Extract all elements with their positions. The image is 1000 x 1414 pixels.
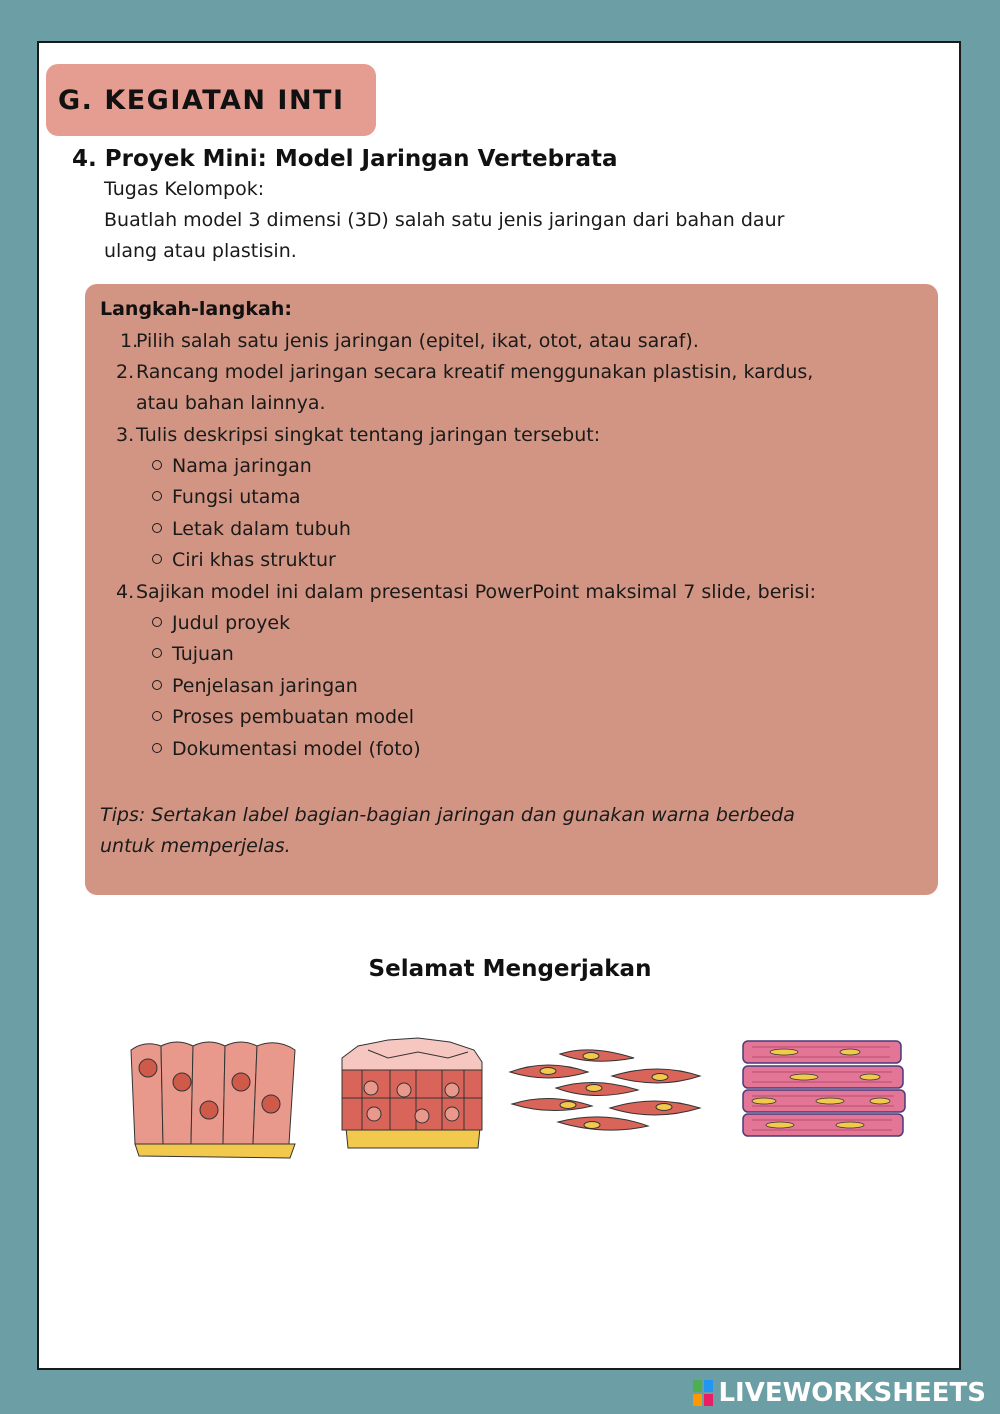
liveworksheets-logo-icon: [692, 1379, 714, 1407]
sub-item: Judul proyek: [152, 612, 290, 634]
sub-item: Letak dalam tubuh: [152, 518, 351, 540]
sub-item: Nama jaringan: [152, 455, 312, 477]
task-line-2: ulang atau plastisin.: [104, 240, 297, 262]
smooth-muscle-icon: [508, 1044, 703, 1140]
project-title: 4. Proyek Mini: Model Jaringan Vertebrata: [72, 146, 618, 172]
sub-item: Penjelasan jaringan: [152, 675, 358, 697]
task-line-1: Buatlah model 3 dimensi (3D) salah satu jenis jaringan dari bahan daur: [104, 209, 785, 231]
columnar-epithelium-icon: [125, 1040, 300, 1160]
sub-item: Ciri khas struktur: [152, 549, 336, 571]
circle-bullet-icon: [152, 743, 162, 753]
sub-item: Proses pembuatan model: [152, 706, 414, 728]
circle-bullet-icon: [152, 617, 162, 627]
step-number: 2.: [116, 361, 135, 383]
section-label: G. KEGIATAN INTI: [58, 84, 345, 116]
step-text: Rancang model jaringan secara kreatif menggunakan plastisin, kardus,: [136, 361, 814, 383]
step-text: Pilih salah satu jenis jaringan (epitel, ikat, otot, atau saraf).: [136, 330, 699, 352]
step-number: 4.: [116, 581, 135, 603]
cardiac-muscle-icon: [740, 1038, 910, 1140]
liveworksheets-watermark: [692, 1378, 986, 1408]
circle-bullet-icon: [152, 680, 162, 690]
watermark-text: LIVEWORKSHEETS: [718, 1378, 986, 1408]
circle-bullet-icon: [152, 648, 162, 658]
circle-bullet-icon: [152, 491, 162, 501]
tips-text: [100, 800, 920, 862]
circle-bullet-icon: [152, 460, 162, 470]
sub-item: Dokumentasi model (foto): [152, 738, 421, 760]
task-label: Tugas Kelompok:: [104, 178, 265, 200]
step-text-cont: atau bahan lainnya.: [136, 392, 326, 414]
step-number: 3.: [116, 424, 135, 446]
circle-bullet-icon: [152, 523, 162, 533]
step-text: Tulis deskripsi singkat tentang jaringan tersebut:: [136, 424, 601, 446]
circle-bullet-icon: [152, 711, 162, 721]
tips-line-1: Tips: Sertakan label bagian-bagian jaringan dan gunakan warna berbeda: [100, 804, 795, 826]
sub-item: Tujuan: [152, 643, 234, 665]
closing-message: Selamat Mengerjakan: [368, 956, 652, 982]
step-text: Sajikan model ini dalam presentasi PowerPoint maksimal 7 slide, berisi:: [136, 581, 817, 603]
section-badge: [46, 64, 376, 136]
step-number: 1.: [120, 330, 139, 352]
steps-title: Langkah-langkah:: [100, 298, 292, 320]
cuboidal-epithelium-icon: [338, 1036, 488, 1154]
circle-bullet-icon: [152, 554, 162, 564]
tips-line-2: untuk memperjelas.: [100, 835, 291, 857]
sub-item: Fungsi utama: [152, 486, 301, 508]
